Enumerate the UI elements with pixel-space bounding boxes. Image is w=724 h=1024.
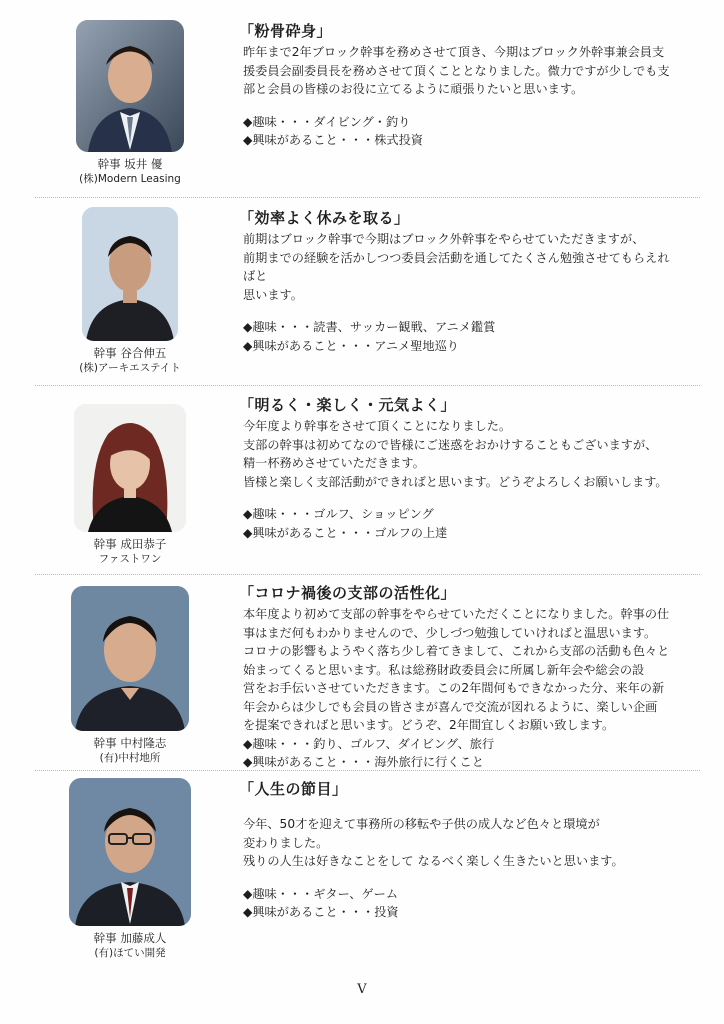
entry-title: 「効率よく休みを取る」 (239, 209, 410, 227)
entry-body (243, 801, 703, 922)
member-caption (55, 346, 205, 376)
body-line: 始まってくると思います。私は総務財政委員会に所属し新年会や総会の設 (243, 662, 645, 677)
body-line: 前期はブロック幹事で今期はブロック外幹事をやらせていただきますが、 (243, 232, 645, 246)
body-line: 事はまだ何もわかりませんので、少しづつ勉強していければと温思います。 (243, 625, 657, 640)
hobby-line: ◆趣味・・・ギター、ゲーム (243, 886, 399, 901)
body-line: 部と会員の皆様のお役に立てるように頑張りたいと思います。 (243, 82, 584, 96)
body-line: 皆様と楽しく支部活動ができればと思います。どうぞよろしくお願いします。 (243, 474, 668, 489)
section-divider (35, 385, 700, 386)
body-line: ばと (243, 269, 268, 283)
interest-line: ◆興味があること・・・投資 (243, 905, 399, 919)
hobby-line: ◆趣味・・・読書、サッカー観戦、アニメ鑑賞 (243, 320, 496, 334)
body-line: 今年度より幹事をさせて頂くことになりました。 (243, 419, 512, 433)
section-divider (35, 770, 700, 771)
body-line: 精一杯務めさせていただきます。 (243, 456, 425, 470)
page-number: V (357, 982, 367, 997)
entry-title: 「粉骨砕身」 (239, 22, 333, 40)
member-name: 幹事 成田恭子 (93, 537, 167, 551)
body-line: 営をお手伝いさせていただきます。この2年間何もできなかった分、来年の新 (243, 681, 665, 695)
body-line: 支部の幹事は初めてなので皆様にご迷惑をおかけすることもございますが、 (243, 437, 658, 452)
body-line: 変わりました。 (243, 835, 329, 850)
body-line (243, 801, 703, 815)
portrait-photo (74, 404, 186, 532)
entry-body (243, 605, 703, 772)
member-company: (株)Modern Leasing (79, 173, 181, 185)
section-divider (35, 574, 700, 575)
body-line: 年会からは少しでも会員の皆さまが喜んで交流が図れるように、楽しい企画 (243, 699, 658, 714)
entry-title: 「コロナ禍後の支部の活性化」 (239, 584, 457, 602)
interest-line: ◆興味があること・・・海外旅行に行くこと (243, 755, 484, 769)
interest-line: ◆興味があること・・・アニメ聖地巡り (243, 338, 459, 353)
portrait-photo (82, 207, 178, 341)
member-caption (55, 537, 205, 567)
member-name: 幹事 加藤成人 (93, 931, 167, 945)
body-line (243, 491, 703, 505)
section-divider (35, 197, 700, 198)
member-company: ファストワン (98, 553, 162, 565)
body-line: 前期までの経験を活かしつつ委員会活動を通してたくさん勉強させてもらえれ (243, 250, 670, 265)
interest-line: ◆興味があること・・・ゴルフの上達 (243, 525, 448, 540)
body-line: 本年度より初めて支部の幹事をやらせていただくことになりました。幹事の仕 (243, 607, 670, 621)
member-name: 幹事 中村隆志 (93, 736, 167, 750)
portrait-photo (76, 20, 184, 152)
hobby-line: ◆趣味・・・ゴルフ、ショッピング (243, 507, 434, 521)
entry-body (243, 230, 703, 355)
body-line: コロナの影響もようやく落ち少し着てきまして、これから支部の活動も色々と (243, 644, 670, 658)
entry-title: 「人生の節目」 (239, 780, 348, 798)
body-line (243, 871, 703, 885)
portrait-photo (71, 586, 189, 731)
body-line: 残りの人生は好きなことをして なるべく楽しく生きたいと思います。 (243, 854, 624, 868)
member-name: 幹事 坂井 優 (97, 157, 163, 171)
interest-line: ◆興味があること・・・株式投資 (243, 133, 423, 147)
member-company: (有)ほてい開発 (94, 947, 166, 959)
body-line (243, 99, 703, 113)
entry-title: 「明るく・楽しく・元気よく」 (239, 396, 457, 414)
body-line: 昨年まで2年ブロック幹事を務めさせて頂き、今期はブロック外幹事兼会員支 (243, 45, 665, 59)
member-caption (55, 931, 205, 961)
portrait-photo (69, 778, 191, 926)
member-caption (55, 157, 205, 187)
entry-body (243, 417, 703, 542)
member-company: (有)中村地所 (99, 752, 161, 764)
body-line: 今年、50才を迎えて事務所の移転や子供の成人など色々と環境が (243, 817, 600, 831)
member-company: (株)アーキエステイト (79, 362, 181, 374)
body-line: 思います。 (243, 287, 303, 302)
body-line: 援委員会副委員長を務めさせて頂くこととなりました。微力ですが少しでも支 (243, 63, 670, 78)
member-caption (55, 736, 205, 766)
member-name: 幹事 谷合伸五 (93, 346, 167, 360)
hobby-line: ◆趣味・・・ダイビング・釣り (243, 114, 411, 129)
hobby-line: ◆趣味・・・釣り、ゴルフ、ダイビング、旅行 (243, 736, 495, 751)
body-line: を提案できればと思います。どうぞ、2年間宜しくお願い致します。 (243, 718, 615, 732)
entry-body (243, 43, 703, 150)
body-line (243, 304, 703, 318)
